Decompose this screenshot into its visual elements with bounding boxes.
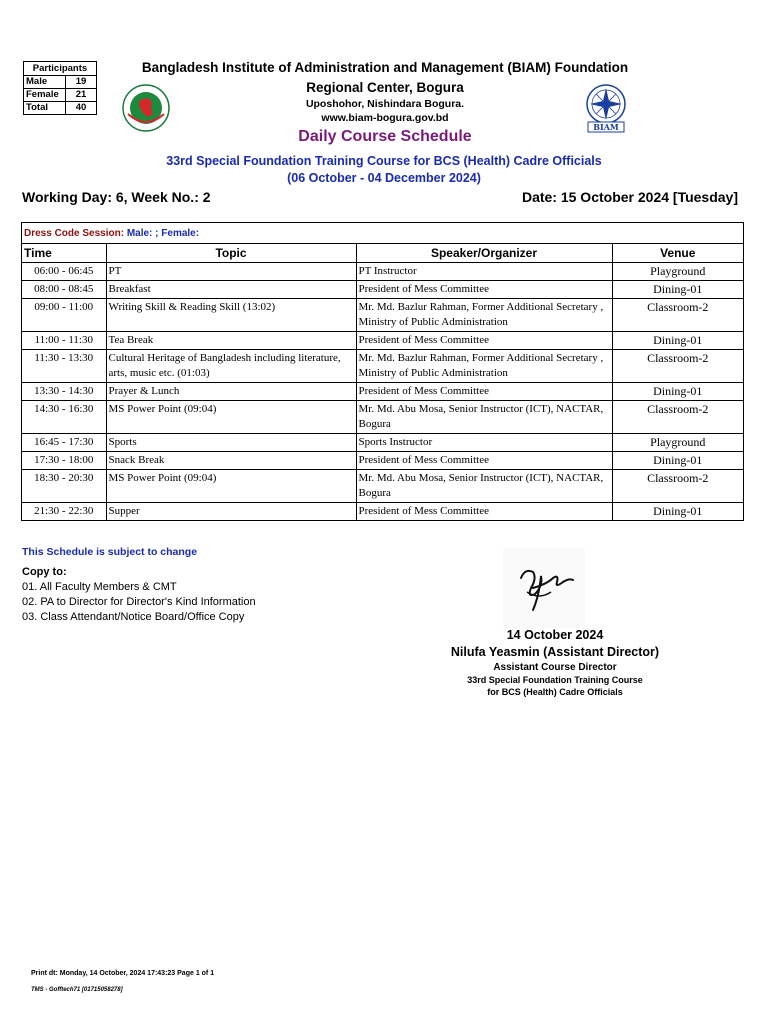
schedule-venue: Dining-01 [612,452,743,470]
schedule-row [22,470,743,503]
schedule-venue: Dining-01 [653,504,703,518]
signatory-course-line: 33rd Special Foundation Training Course [467,675,643,685]
participants-table [23,61,97,115]
schedule-time: 13:30 - 14:30 [22,383,106,401]
schedule-row [22,503,743,521]
schedule-venue: Dining-01 [612,332,743,350]
schedule-row [22,281,743,299]
schedule-venue: Dining-01 [612,281,743,299]
schedule-row [22,263,743,281]
schedule-speaker: President of Mess Committee [356,452,612,470]
column-header: Speaker/Organizer [356,244,612,263]
schedule-speaker: PT Instructor [356,263,612,281]
dress-code [22,223,743,244]
column-header: Venue [612,244,743,263]
biam-logo-text: BIAM [593,122,619,132]
schedule-note: This Schedule is subject to change [22,546,198,558]
schedule-row [22,383,743,401]
schedule-row [22,350,743,383]
signatory-course-line: for BCS (Health) Cadre Officials [487,687,623,697]
schedule-speaker: Mr. Md. Abu Mosa, Senior Instructor (ICT), NACTAR, Bogura [356,401,612,434]
copy-to-heading: Copy to: [22,566,67,578]
schedule-speaker: President of Mess Committee [356,503,612,521]
schedule-speaker: Mr. Md. Bazlur Rahman, Former Additional Secretary , Ministry of Public Administration [356,299,612,332]
column-header: Time [22,244,106,263]
schedule-topic: Tea Break [106,332,356,350]
schedule-venue: Classroom-2 [612,299,743,332]
schedule-venue: Classroom-2 [612,470,743,503]
schedule-topic: Prayer & Lunch [106,383,356,401]
copy-to-item: 03. Class Attendant/Notice Board/Office Copy [22,611,245,623]
schedule-row [22,434,743,452]
schedule-topic: Breakfast [106,281,356,299]
signatory-role: Assistant Course Director [493,662,617,673]
address: Uposhohor, Nishindara Bogura. [305,98,465,110]
schedule-topic: Snack Break [106,452,356,470]
schedule-row [22,299,743,332]
print-info: Print dt: Monday, 14 October, 2024 17:43:23 Page 1 of 1 [31,970,215,977]
dress-code-value: Male: ; Female: [126,228,200,239]
schedule-topic: Cultural Heritage of Bangladesh including literature, arts, music etc. (01:03) [106,350,356,383]
working-day: Working Day: 6, Week No.: 2 [22,189,211,205]
schedule-time: 14:30 - 16:30 [22,401,106,434]
schedule-speaker: President of Mess Committee [356,332,612,350]
column-header: Topic [106,244,356,263]
schedule-venue: Dining-01 [612,383,743,401]
course-title: 33rd Special Foundation Training Course for BCS (Health) Cadre Officials [166,154,602,168]
schedule-time: 18:30 - 20:30 [22,470,106,503]
schedule-topic: MS Power Point (09:04) [106,401,356,434]
schedule-speaker: Sports Instructor [356,434,612,452]
schedule-row [22,452,743,470]
document-title: Daily Course Schedule [298,128,472,145]
schedule-time: 16:45 - 17:30 [22,434,106,452]
course-dates: (06 October - 04 December 2024) [287,171,481,185]
schedule-time: 08:00 - 08:45 [22,281,106,299]
schedule-table [22,244,743,520]
schedule-topic: Supper [106,503,356,521]
schedule-row [22,401,743,434]
participants-row: Female 21 [24,89,97,102]
schedule-topic: PT [106,263,356,281]
schedule-speaker: President of Mess Committee [356,383,612,401]
signature-date: 14 October 2024 [506,628,604,642]
tms-info: TMS - Gofftech71 [01715058278] [31,987,123,993]
schedule-container [21,222,744,521]
schedule-venue: Classroom-2 [612,401,743,434]
copy-to [22,565,256,625]
schedule-speaker: President of Mess Committee [356,281,612,299]
schedule-date: Date: 15 October 2024 [Tuesday] [521,189,738,205]
schedule-time: 06:00 - 06:45 [22,263,106,281]
schedule-topic: Sports [106,434,356,452]
participants-header: Participants [24,62,97,76]
participants-row: Total 40 [24,102,97,115]
schedule-topic: Writing Skill & Reading Skill (13:02) [106,299,356,332]
participants-row: Male 19 [24,76,97,89]
copy-to-item: 02. PA to Director for Director's Kind Information [22,596,256,608]
schedule-header-row [22,244,743,263]
signature-image [503,548,585,628]
schedule-time: 21:30 - 22:30 [22,503,106,521]
schedule-topic: MS Power Point (09:04) [106,470,356,503]
website: www.biam-bogura.gov.bd [321,112,449,124]
schedule-time: 11:00 - 11:30 [22,332,106,350]
schedule-venue: Playground [612,263,743,281]
schedule-speaker: Mr. Md. Abu Mosa, Senior Instructor (ICT), NACTAR, Bogura [356,470,612,503]
regional-center: Regional Center, Bogura [306,80,464,95]
organization-name: Bangladesh Institute of Administration and Management (BIAM) Foundation [141,60,629,75]
signatory-name: Nilufa Yeasmin (Assistant Director) [450,645,660,659]
schedule-time: 17:30 - 18:00 [22,452,106,470]
schedule-row [22,332,743,350]
schedule-venue: Playground [612,434,743,452]
dress-code-label: Dress Code Session: [24,228,125,239]
schedule-speaker: Mr. Md. Bazlur Rahman, Former Additional Secretary , Ministry of Public Administration [356,350,612,383]
signature-block [370,628,740,697]
schedule-time: 09:00 - 11:00 [22,299,106,332]
schedule-time: 11:30 - 13:30 [22,350,106,383]
schedule-venue: Classroom-2 [612,350,743,383]
copy-to-item: 01. All Faculty Members & CMT [22,581,177,593]
